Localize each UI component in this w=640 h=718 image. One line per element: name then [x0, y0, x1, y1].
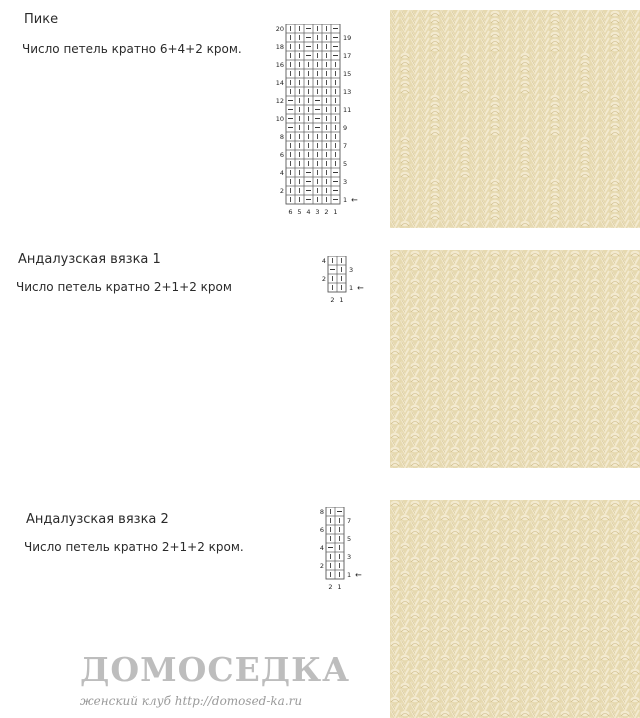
pattern-title: Пике — [24, 12, 59, 27]
column-label: 2 — [330, 296, 335, 304]
knit-sample-photo — [390, 500, 640, 718]
row-label: 9 — [343, 124, 348, 133]
row-label: 4 — [279, 169, 284, 178]
fabric-texture — [390, 10, 640, 228]
row-label: 2 — [279, 187, 284, 196]
row-label: 6 — [279, 151, 284, 160]
row-label: 2 — [319, 562, 324, 571]
row-label: 14 — [275, 79, 284, 88]
column-label: 3 — [315, 208, 320, 216]
row-label: 7 — [347, 517, 352, 526]
knitting-chart — [310, 507, 366, 593]
row-label: 6 — [319, 526, 324, 535]
watermark-title: ДОМОСЕДКА — [80, 650, 351, 689]
row-label: 16 — [275, 61, 284, 70]
column-label: 1 — [333, 208, 338, 216]
fabric-texture — [390, 500, 640, 718]
row-label: 3 — [343, 178, 348, 187]
row-label: 1 — [347, 571, 352, 580]
row-label: 19 — [343, 34, 352, 43]
knitting-chart — [270, 24, 362, 218]
knitting-chart — [312, 256, 368, 306]
row-label: 18 — [275, 43, 284, 52]
column-label: 2 — [324, 208, 329, 216]
row-label: 10 — [275, 115, 284, 124]
chart-svg — [270, 24, 362, 218]
row-label: 3 — [347, 553, 352, 562]
watermark — [66, 650, 350, 714]
column-label: 2 — [328, 583, 333, 591]
pattern-description: Число петель кратно 2+1+2 кром — [16, 280, 232, 294]
row-label: 1 — [343, 196, 348, 205]
pattern-title: Андалузская вязка 2 — [26, 512, 169, 527]
row-label: 11 — [343, 106, 352, 115]
row-label: 1 — [349, 284, 354, 293]
column-label: 6 — [288, 208, 293, 216]
pattern-description: Число петель кратно 6+4+2 кром. — [22, 42, 242, 56]
row-label: 5 — [347, 535, 352, 544]
knit-sample-photo — [390, 250, 640, 468]
row-label: 8 — [279, 133, 284, 142]
row-label: 3 — [349, 266, 354, 275]
arrow-left-icon: ← — [357, 283, 364, 293]
row-label: 13 — [343, 88, 352, 97]
chart-svg — [310, 507, 366, 593]
row-label: 4 — [321, 257, 326, 266]
arrow-left-icon: ← — [351, 195, 358, 205]
fabric-texture — [390, 250, 640, 468]
pattern-description: Число петель кратно 2+1+2 кром. — [24, 540, 244, 554]
row-label: 20 — [275, 25, 284, 34]
row-label: 17 — [343, 52, 352, 61]
knit-sample-photo — [390, 10, 640, 228]
row-label: 5 — [343, 160, 348, 169]
watermark-subtitle: женский клуб http://domosed-ka.ru — [80, 694, 303, 708]
row-label: 8 — [319, 508, 324, 517]
pattern-title: Андалузская вязка 1 — [18, 252, 161, 267]
row-label: 7 — [343, 142, 348, 151]
row-label: 12 — [275, 97, 284, 106]
chart-svg — [312, 256, 368, 306]
arrow-left-icon: ← — [355, 570, 362, 580]
column-label: 4 — [306, 208, 311, 216]
row-label: 4 — [319, 544, 324, 553]
row-label: 15 — [343, 70, 352, 79]
column-label: 1 — [337, 583, 342, 591]
row-label: 2 — [321, 275, 326, 284]
column-label: 5 — [297, 208, 302, 216]
column-label: 1 — [339, 296, 344, 304]
